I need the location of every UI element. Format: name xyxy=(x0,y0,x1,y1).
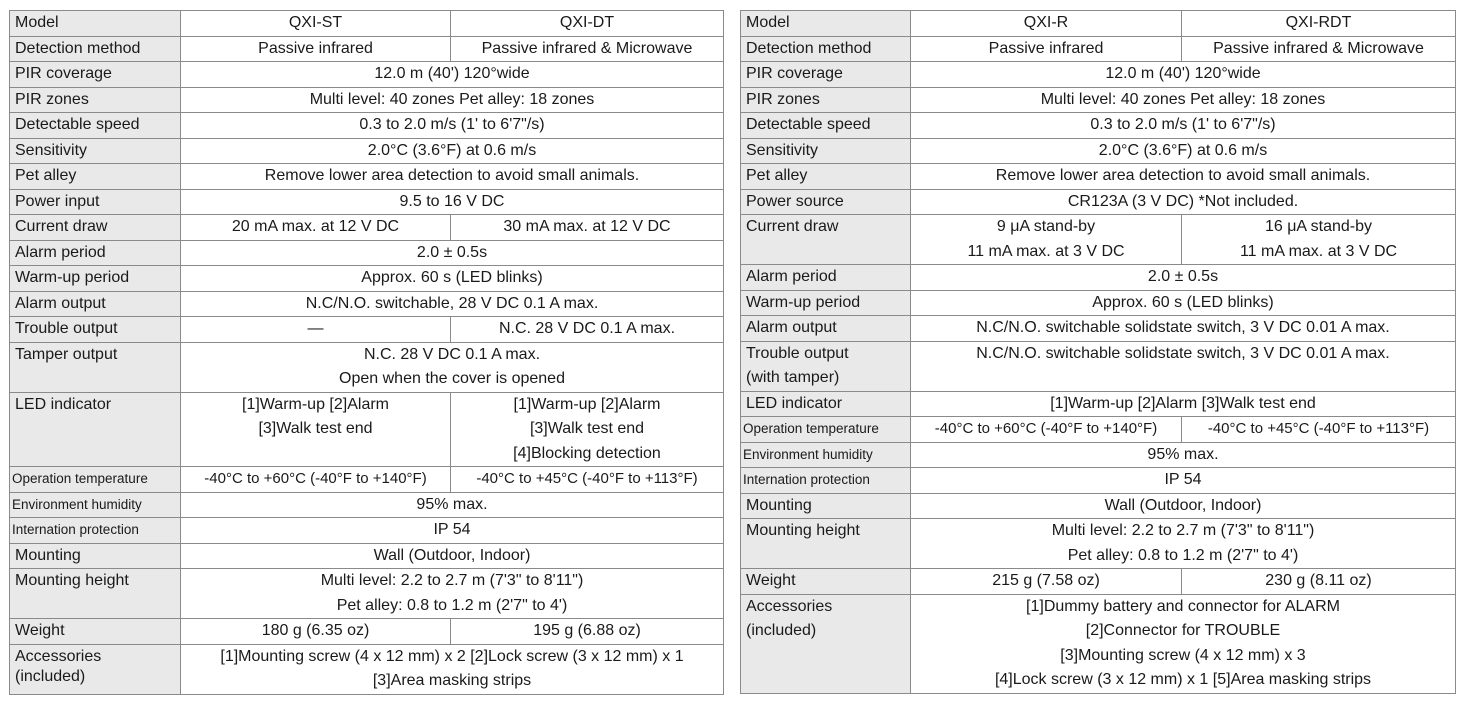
table-row xyxy=(10,317,724,343)
row-label: Sensitivity xyxy=(741,138,911,164)
table-row xyxy=(10,164,724,190)
row-label-line: Accessories xyxy=(746,597,833,615)
table-row xyxy=(10,467,724,493)
table-row xyxy=(741,391,1456,417)
table-row xyxy=(10,11,724,37)
row-label: Power input xyxy=(10,189,181,215)
row-label-line: Trouble output xyxy=(746,344,849,362)
cell-value: 195 g (6.88 oz) xyxy=(451,619,724,645)
table-row xyxy=(741,493,1456,519)
table-row xyxy=(10,518,724,544)
cell-value: Passive infrared xyxy=(181,36,451,62)
spec-table-qxi-r-rdt xyxy=(740,10,1456,694)
row-label: Alarm output xyxy=(10,291,181,317)
row-label: Internation protection xyxy=(741,468,911,494)
cell-line: [4]Lock screw (3 x 12 mm) x 1 [5]Area masking strips xyxy=(994,671,1372,688)
cell-value: Passive infrared & Microwave xyxy=(451,36,724,62)
row-label: Warm-up period xyxy=(741,290,911,316)
row-label: Weight xyxy=(10,619,181,645)
cell-line: [3]Mounting screw (4 x 12 mm) x 3 xyxy=(1060,646,1306,664)
row-label: Operation temperature xyxy=(10,467,181,493)
cell-value: CR123A (3 V DC) *Not included. xyxy=(911,189,1456,215)
table-row xyxy=(741,417,1456,443)
header-model-label: Model xyxy=(10,11,181,37)
cell-value: 230 g (8.11 oz) xyxy=(1182,569,1456,595)
table-row xyxy=(741,519,1456,569)
row-label xyxy=(10,644,181,694)
cell-value xyxy=(911,215,1182,265)
cell-line: [3]Area masking strips xyxy=(372,672,532,689)
row-label: Operation temperature xyxy=(741,417,911,443)
cell-value xyxy=(911,519,1456,569)
table-row xyxy=(741,265,1456,291)
table-row xyxy=(741,341,1456,391)
row-label: Current draw xyxy=(741,215,911,265)
table-row xyxy=(10,619,724,645)
table-row xyxy=(10,291,724,317)
cell-line: [3]Walk test end xyxy=(529,420,645,437)
cell-value: Remove lower area detection to avoid small animals. xyxy=(911,164,1456,190)
table-row xyxy=(10,87,724,113)
row-label-line: (included) xyxy=(15,667,86,685)
cell-line: Multi level: 2.2 to 2.7 m (7'3" to 8'11") xyxy=(320,572,584,589)
cell-value: 2.0 ± 0.5s xyxy=(181,240,724,266)
cell-value: 180 g (6.35 oz) xyxy=(181,619,451,645)
row-label: Detectable speed xyxy=(10,113,181,139)
row-label: Warm-up period xyxy=(10,266,181,292)
table-row xyxy=(741,62,1456,88)
row-label: LED indicator xyxy=(741,391,911,417)
table-row xyxy=(10,644,724,694)
row-label: Environment humidity xyxy=(741,442,911,468)
cell-value: Passive infrared & Microwave xyxy=(1182,36,1456,62)
cell-value: 95% max. xyxy=(181,492,724,518)
cell-value: 12.0 m (40') 120°wide xyxy=(911,62,1456,88)
row-label: Alarm output xyxy=(741,316,911,342)
cell-value: IP 54 xyxy=(911,468,1456,494)
table-row xyxy=(741,87,1456,113)
cell-value: N.C. 28 V DC 0.1 A max. xyxy=(451,317,724,343)
row-label: Environment humidity xyxy=(10,492,181,518)
row-label-line: Accessories xyxy=(15,647,102,665)
row-label: Mounting height xyxy=(10,569,181,619)
row-label: Internation protection xyxy=(10,518,181,544)
row-label: Sensitivity xyxy=(10,138,181,164)
cell-line: [1]Warm-up [2]Alarm xyxy=(242,395,389,413)
cell-line: 11 mA max. at 3 V DC xyxy=(967,242,1125,260)
cell-value: Wall (Outdoor, Indoor) xyxy=(911,493,1456,519)
table-row xyxy=(741,113,1456,139)
header-model-rdt: QXI-RDT xyxy=(1182,11,1456,37)
table-row xyxy=(10,62,724,88)
table-row xyxy=(741,316,1456,342)
table-row xyxy=(741,594,1456,693)
table-row xyxy=(10,113,724,139)
table-row xyxy=(10,569,724,619)
cell-value: — xyxy=(181,317,451,343)
row-label: Pet alley xyxy=(741,164,911,190)
table-row xyxy=(741,189,1456,215)
row-label: PIR coverage xyxy=(741,62,911,88)
cell-value: 12.0 m (40') 120°wide xyxy=(181,62,724,88)
cell-value: Multi level: 40 zones Pet alley: 18 zones xyxy=(181,87,724,113)
table-row xyxy=(10,36,724,62)
cell-value: N.C/N.O. switchable, 28 V DC 0.1 A max. xyxy=(181,291,724,317)
table-row xyxy=(10,543,724,569)
cell-value: 2.0°C (3.6°F) at 0.6 m/s xyxy=(181,138,724,164)
table-row xyxy=(741,215,1456,265)
table-row xyxy=(741,164,1456,190)
row-label-line: (included) xyxy=(746,622,817,639)
row-label-line: (with tamper) xyxy=(746,369,840,386)
cell-line: N.C. 28 V DC 0.1 A max. xyxy=(363,345,541,363)
cell-value: 0.3 to 2.0 m/s (1' to 6'7"/s) xyxy=(181,113,724,139)
cell-value: N.C/N.O. switchable solidstate switch, 3 V DC 0.01 A max. xyxy=(911,316,1456,342)
table-row xyxy=(10,342,724,392)
cell-value: -40°C to +45°C (-40°F to +113°F) xyxy=(1182,417,1456,443)
row-label: Current draw xyxy=(10,215,181,241)
cell-line: [1]Mounting screw (4 x 12 mm) x 2 [2]Lock screw (3 x 12 mm) x 1 xyxy=(220,647,684,665)
cell-value: 30 mA max. at 12 V DC xyxy=(451,215,724,241)
row-label xyxy=(741,341,911,391)
header-model-dt: QXI-DT xyxy=(451,11,724,37)
cell-line: Pet alley: 0.8 to 1.2 m (2'7" to 4') xyxy=(336,596,568,614)
row-label: LED indicator xyxy=(10,392,181,467)
cell-value xyxy=(181,644,724,694)
table-row xyxy=(741,36,1456,62)
cell-value xyxy=(1182,215,1456,265)
table-row xyxy=(741,290,1456,316)
table-row xyxy=(10,240,724,266)
row-label xyxy=(741,594,911,693)
cell-value: 215 g (7.58 oz) xyxy=(911,569,1182,595)
table-row xyxy=(741,442,1456,468)
cell-value: [1]Warm-up [2]Alarm [3]Walk test end xyxy=(911,391,1456,417)
row-label: Mounting xyxy=(741,493,911,519)
header-model-label: Model xyxy=(741,11,911,37)
row-label: Detectable speed xyxy=(741,113,911,139)
cell-line: [2]Connector for TROUBLE xyxy=(1085,622,1281,639)
cell-value: -40°C to +60°C (-40°F to +140°F) xyxy=(181,467,451,493)
row-label: Mounting height xyxy=(741,519,911,569)
cell-line: 9 μA stand-by xyxy=(996,218,1096,235)
cell-value xyxy=(181,392,451,467)
cell-value: 0.3 to 2.0 m/s (1' to 6'7"/s) xyxy=(911,113,1456,139)
table-row xyxy=(10,266,724,292)
cell-line: Multi level: 2.2 to 2.7 m (7'3" to 8'11") xyxy=(1051,522,1315,539)
cell-value: Approx. 60 s (LED blinks) xyxy=(181,266,724,292)
cell-value: 2.0 ± 0.5s xyxy=(911,265,1456,291)
row-label: Alarm period xyxy=(741,265,911,291)
cell-value xyxy=(451,392,724,467)
table-row xyxy=(10,392,724,467)
cell-value: Approx. 60 s (LED blinks) xyxy=(911,290,1456,316)
cell-value: 95% max. xyxy=(911,442,1456,468)
cell-line: [1]Dummy battery and connector for ALARM xyxy=(1026,597,1340,615)
table-row xyxy=(741,468,1456,494)
cell-value: Multi level: 40 zones Pet alley: 18 zones xyxy=(911,87,1456,113)
cell-value: Passive infrared xyxy=(911,36,1182,62)
cell-value xyxy=(911,594,1456,693)
row-label: PIR zones xyxy=(741,87,911,113)
cell-line: [1]Warm-up [2]Alarm xyxy=(513,395,661,413)
cell-value: 2.0°C (3.6°F) at 0.6 m/s xyxy=(911,138,1456,164)
cell-value: Remove lower area detection to avoid small animals. xyxy=(181,164,724,190)
cell-line: [3]Walk test end xyxy=(258,420,373,437)
row-label: Weight xyxy=(741,569,911,595)
table-row xyxy=(10,492,724,518)
cell-value: -40°C to +60°C (-40°F to +140°F) xyxy=(911,417,1182,443)
cell-line: Open when the cover is opened xyxy=(339,370,565,387)
row-label: Tamper output xyxy=(10,342,181,392)
table-row xyxy=(10,189,724,215)
row-label: Trouble output xyxy=(10,317,181,343)
cell-value xyxy=(181,569,724,619)
table-row xyxy=(10,215,724,241)
cell-value: 9.5 to 16 V DC xyxy=(181,189,724,215)
row-label: PIR coverage xyxy=(10,62,181,88)
cell-value: N.C/N.O. switchable solidstate switch, 3 V DC 0.01 A max. xyxy=(911,341,1456,391)
row-label: Pet alley xyxy=(10,164,181,190)
cell-line: Pet alley: 0.8 to 1.2 m (2'7" to 4') xyxy=(1067,546,1299,564)
row-label: Alarm period xyxy=(10,240,181,266)
row-label: Detection method xyxy=(741,36,911,62)
header-model-st: QXI-ST xyxy=(181,11,451,37)
cell-value: 20 mA max. at 12 V DC xyxy=(181,215,451,241)
table-row xyxy=(741,138,1456,164)
cell-value: -40°C to +45°C (-40°F to +113°F) xyxy=(451,467,724,493)
row-label: Mounting xyxy=(10,543,181,569)
cell-line: [4]Blocking detection xyxy=(513,444,661,462)
table-row xyxy=(10,138,724,164)
row-label: Power source xyxy=(741,189,911,215)
cell-line: 11 mA max. at 3 V DC xyxy=(1239,242,1398,260)
table-row xyxy=(741,11,1456,37)
row-label: PIR zones xyxy=(10,87,181,113)
cell-value: IP 54 xyxy=(181,518,724,544)
cell-value xyxy=(181,342,724,392)
table-row xyxy=(741,569,1456,595)
cell-line: 16 μA stand-by xyxy=(1264,218,1373,235)
header-model-r: QXI-R xyxy=(911,11,1182,37)
spec-table-qxi-st-dt xyxy=(9,10,724,695)
row-label: Detection method xyxy=(10,36,181,62)
cell-value: Wall (Outdoor, Indoor) xyxy=(181,543,724,569)
